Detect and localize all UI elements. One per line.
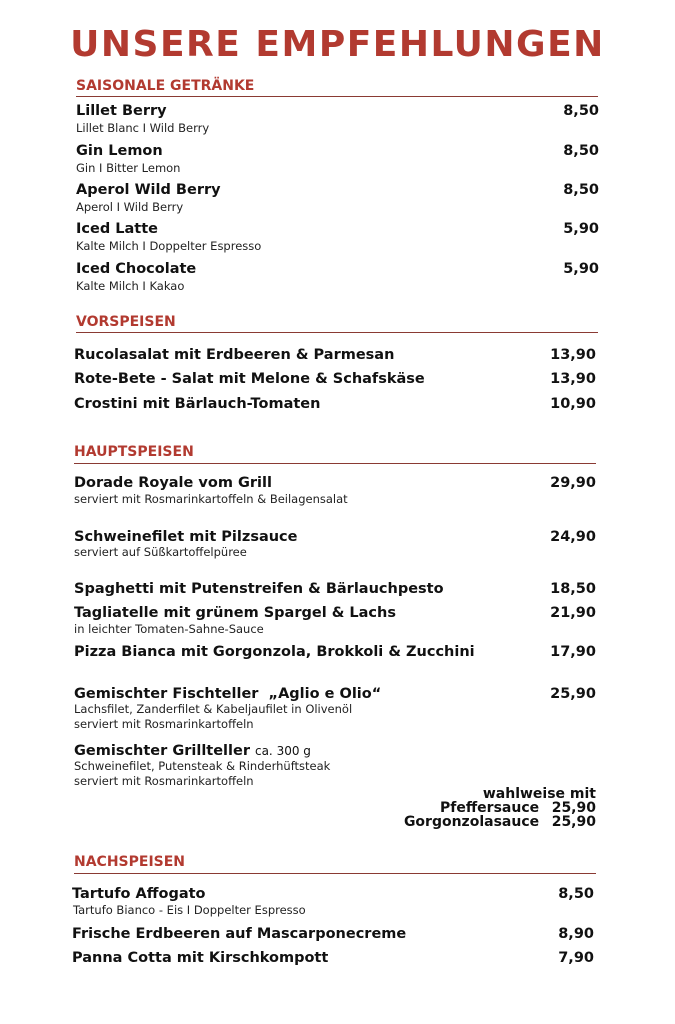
item-price: 21,90 [550,605,596,621]
options-intro: wahlweise mit [482,786,596,802]
item-description: Tartufo Bianco - Eis I Doppelter Espresso [73,903,306,917]
section-divider [76,332,598,333]
sauce-options [404,787,596,829]
option-name: Pfeffersauce [439,800,540,816]
item-name: Schweinefilet mit Pilzsauce [74,529,298,545]
page-title: UNSERE EMPFEHLUNGEN [70,24,605,65]
item-description: in leichter Tomaten-Sahne-Sauce [74,622,264,636]
option-price: 25,90 [551,814,596,830]
item-price: 10,90 [550,396,596,412]
item-description: Aperol I Wild Berry [76,200,184,214]
item-name: Rote-Bete - Salat mit Melone & Schafskäse [74,371,425,387]
section-heading-starters: VORSPEISEN [76,314,176,330]
item-description: Schweinefilet, Putensteak & Rinderhüftsteak [74,759,331,773]
option-row [404,815,596,829]
menu-item [74,644,596,660]
item-name: Tagliatelle mit grünem Spargel & Lachs [74,605,396,621]
item-name: Gemischter Fischteller „Aglio e Olio“ [74,686,382,702]
item-name: Spaghetti mit Putenstreifen & Bärlauchpesto [74,581,444,597]
menu-item [74,581,596,597]
menu-item [76,182,599,198]
item-description: Kalte Milch I Doppelter Espresso [76,239,262,253]
menu-item [72,950,594,966]
item-description: serviert mit Rosmarinkartoffeln [74,717,254,731]
item-name: Lillet Berry [76,103,167,119]
item-price: 5,90 [563,221,599,237]
item-description: serviert mit Rosmarinkartoffeln [74,774,254,788]
item-name: Aperol Wild Berry [76,182,221,198]
menu-item [76,261,599,277]
item-price: 13,90 [550,347,596,363]
item-name: Dorade Royale vom Grill [74,475,272,491]
menu-item [76,143,599,159]
item-price: 5,90 [563,261,599,277]
menu-item [72,926,594,942]
item-price: 7,90 [558,950,594,966]
item-description: Lachsfilet, Zanderfilet & Kabeljaufilet in Olivenöl [74,702,353,716]
menu-item [74,475,596,491]
item-name: Panna Cotta mit Kirschkompott [72,950,329,966]
item-name: Pizza Bianca mit Gorgonzola, Brokkoli & Zucchini [74,644,475,660]
item-name: Frische Erdbeeren auf Mascarponecreme [72,926,407,942]
item-name: Rucolasalat mit Erdbeeren & Parmesan [74,347,395,363]
item-description: Lillet Blanc I Wild Berry [76,121,210,135]
menu-item [74,371,596,387]
section-heading-drinks: SAISONALE GETRÄNKE [76,78,255,94]
item-name: Iced Chocolate [76,261,197,277]
section-heading-mains: HAUPTSPEISEN [74,444,194,460]
item-price: 13,90 [550,371,596,387]
item-price: 29,90 [550,475,596,491]
item-description: Gin I Bitter Lemon [76,161,181,175]
item-price: 8,50 [558,886,594,902]
item-description: serviert auf Süßkartoffelpüree [74,545,247,559]
item-description: Kalte Milch I Kakao [76,279,185,293]
option-price: 25,90 [551,800,596,816]
item-price: 8,50 [563,103,599,119]
item-name: Iced Latte [76,221,158,237]
menu-item [72,886,594,902]
item-price: 24,90 [550,529,596,545]
item-name: Tartufo Affogato [72,886,206,902]
option-row [404,801,596,815]
item-price: 25,90 [550,686,596,702]
section-heading-desserts: NACHSPEISEN [74,854,186,870]
item-name: Gin Lemon [76,143,163,159]
menu-item [74,529,596,545]
item-weight: ca. 300 g [254,744,311,758]
menu-item [74,605,596,621]
menu-item [74,743,311,759]
menu-item [74,347,596,363]
item-price: 17,90 [550,644,596,660]
item-price: 18,50 [550,581,596,597]
menu-item [74,686,596,702]
item-price: 8,90 [558,926,594,942]
item-name: Gemischter Grillteller [74,743,250,759]
section-divider [74,873,596,874]
section-divider [76,96,598,97]
item-name: Crostini mit Bärlauch-Tomaten [74,396,321,412]
menu-item [76,221,599,237]
option-name: Gorgonzolasauce [403,814,540,830]
item-price: 8,50 [563,182,599,198]
menu-item [76,103,599,119]
section-divider [74,463,596,464]
item-price: 8,50 [563,143,599,159]
item-description: serviert mit Rosmarinkartoffeln & Beilagensalat [74,492,348,506]
menu-item [74,396,596,412]
